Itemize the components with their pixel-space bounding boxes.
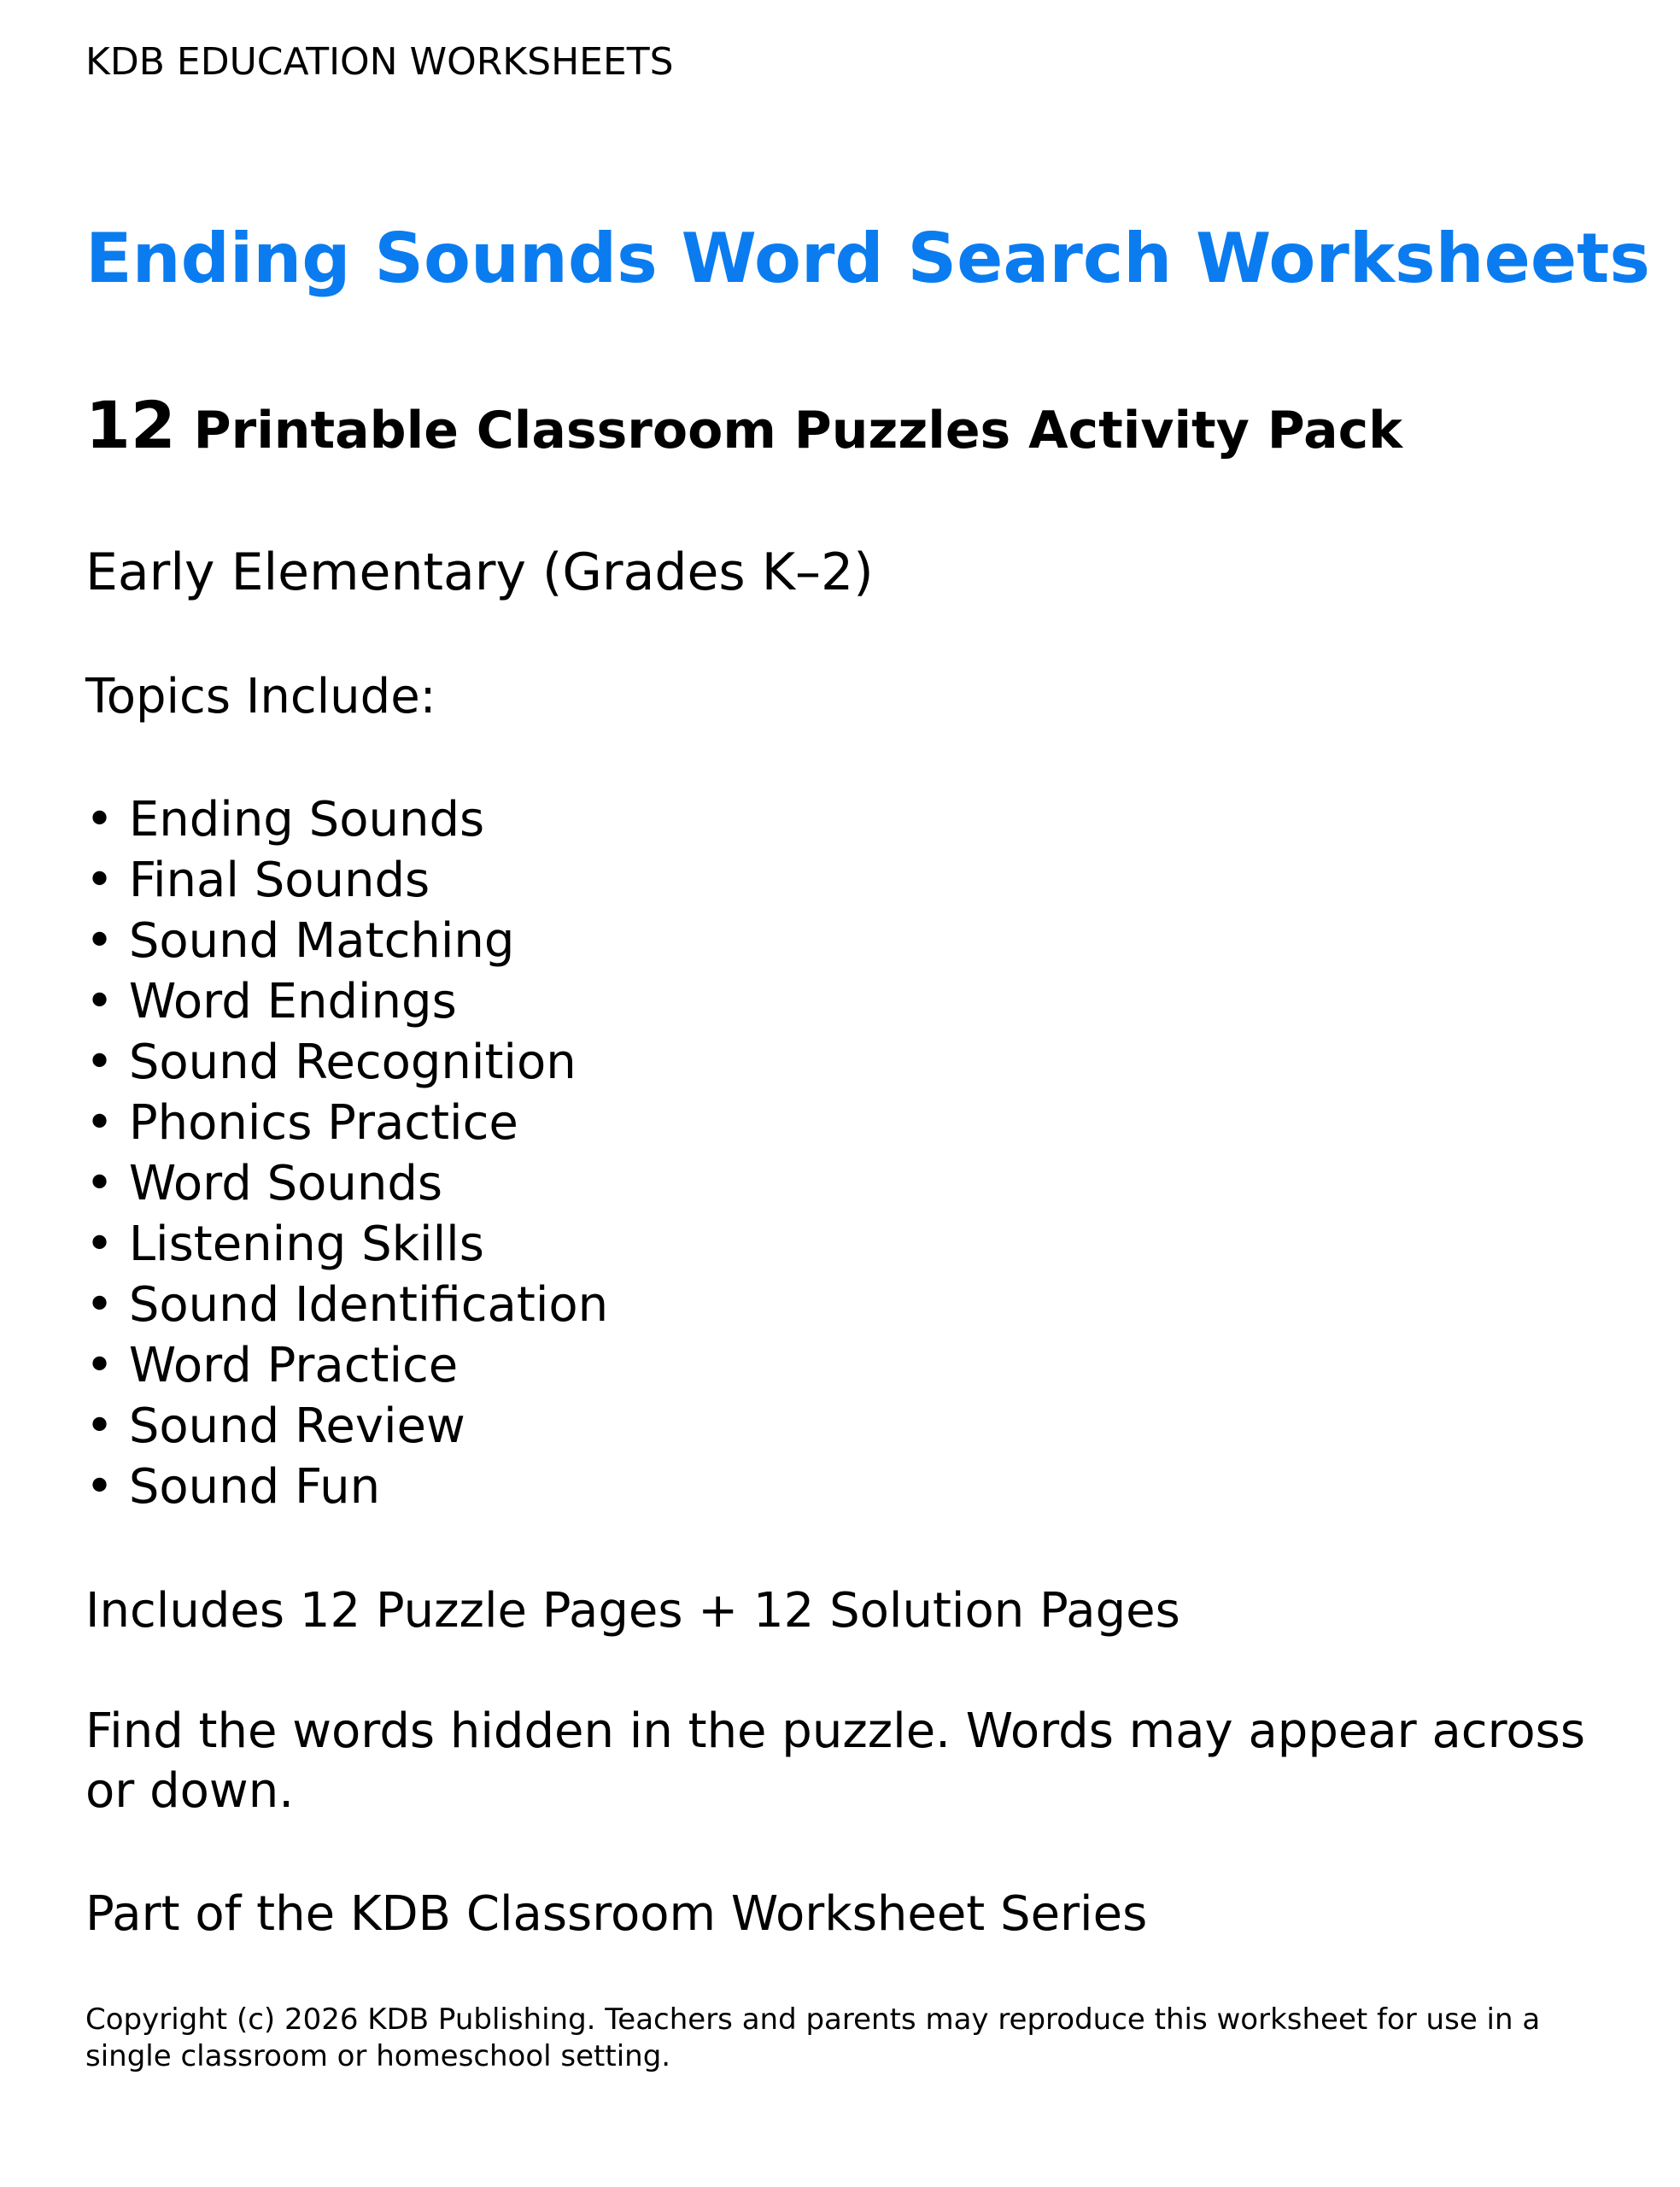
topic-list	[85, 789, 608, 1517]
list-item: • Sound Fun	[85, 1459, 381, 1515]
subtitle	[85, 387, 1403, 463]
grade-level: Early Elementary (Grades K–2)	[85, 542, 874, 602]
list-item: • Sound Recognition	[85, 1035, 577, 1090]
list-item: • Final Sounds	[85, 853, 430, 908]
copyright-notice: Copyright (c) 2026 KDB Publishing. Teachers and parents may reproduce this worksheet for use in a single classroom or homeschool setting.	[85, 2002, 1541, 2073]
list-item: • Sound Review	[85, 1398, 465, 1454]
list-item: • Word Sounds	[85, 1156, 443, 1211]
series-note: Part of the KDB Classroom Worksheet Series	[85, 1886, 1148, 1942]
topics-heading: Topics Include:	[85, 669, 436, 724]
instructions: Find the words hidden in the puzzle. Words may appear across or down.	[85, 1703, 1585, 1819]
subtitle-text: Printable Classroom Puzzles Activity Pack	[193, 401, 1403, 460]
list-item: • Word Endings	[85, 974, 457, 1029]
list-item: • Word Practice	[85, 1338, 459, 1393]
list-item: • Listening Skills	[85, 1217, 484, 1272]
list-item: • Ending Sounds	[85, 792, 485, 847]
page-title: Ending Sounds Word Search Worksheets	[85, 219, 1650, 298]
publisher-header: KDB EDUCATION WORKSHEETS	[85, 40, 674, 84]
puzzle-count: 12	[85, 387, 176, 463]
list-item: • Sound Matching	[85, 913, 515, 969]
list-item: • Phonics Practice	[85, 1095, 518, 1151]
pages-info: Includes 12 Puzzle Pages + 12 Solution Pages	[85, 1583, 1180, 1639]
list-item: • Sound Identification	[85, 1277, 609, 1333]
